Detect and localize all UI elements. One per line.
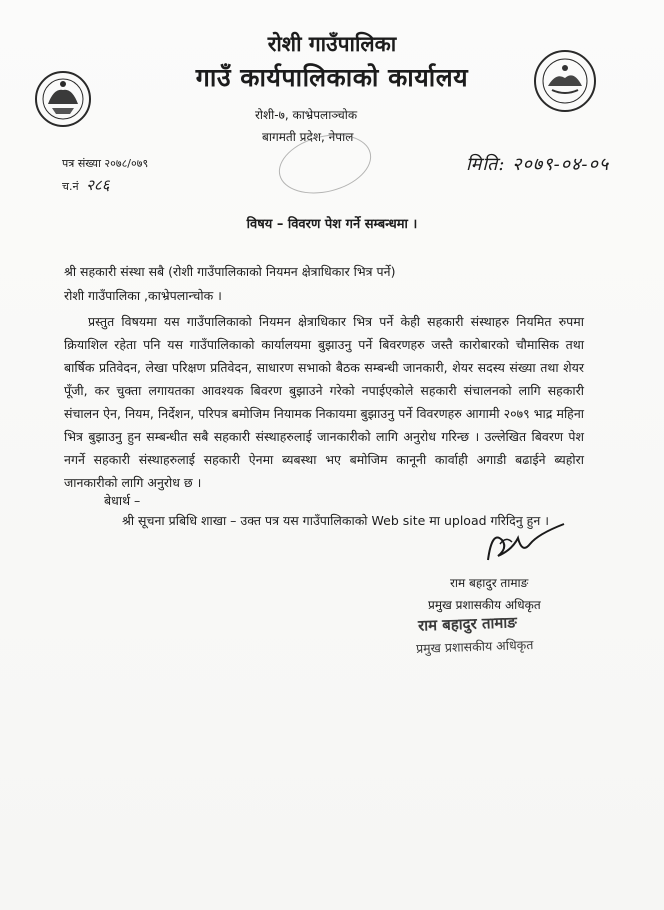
dispatch-label: च.नं [62,180,79,193]
letter-date [466,152,609,176]
letter-reference-number: पत्र संख्या २०७८/०७९ [62,157,149,170]
signatory-name: राम बहादुर तामाङ [450,576,529,590]
office-name: गाउँ कार्यपालिकाको कार्यालय [195,63,469,92]
cc-recipient: श्री सूचना प्रबिधि शाखा – उक्त पत्र यस गाउँपालिकाको Web site मा upload गरिदिनु हुन । [122,513,549,528]
signatory-title: प्रमुख प्रशासकीय अधिकृत [428,598,541,612]
dispatch-value: २८६ [86,176,110,194]
office-address: रोशी-७, काभ्रेपलाञ्चोक [255,108,358,122]
addressee-line-2: रोशी गाउँपालिका ,काभ्रेपलान्चोक । [64,288,222,303]
stamp-signatory-title: प्रमुख प्रशासकीय अधिकृत [415,636,534,657]
municipality-name: रोशी गाउँपालिका [267,32,397,56]
stamp-signatory-name: राम बहादुर तामाङ [417,613,518,635]
office-province: बागमती प्रदेश, नेपाल [262,130,354,144]
addressee-line-1: श्री सहकारी संस्था सबै (रोशी गाउँपालिकाको नियमन क्षेत्राधिकार भित्र पर्ने) [64,264,396,279]
dispatch-number [62,175,110,195]
date-value: २०७९-०४-०५ [512,154,610,175]
letter-body: प्रस्तुत विषयमा यस गाउँपालिकाको नियमन क्षेत्राधिकार भित्र पर्ने केही सहकारी संस्थाहरु नियमित रुपमा क्रियाशिल रहेता पनि यस गाउँपालिकाको कार्यालयमा बुझाउनु पर्ने बिवरणहरु जस्तै कारोबारको चौमासिक तथा बार्षिक प्रतिवेदन, लेखा परिक्षण प्रतिवेदन, साधारण सभाको बैठक सम्बन्धी जानकारी, शेयर सदस्य संख्या तथा शेयर पूँजी, कर चुक्ता लगायतका आवश्यक बिवरण बुझाउने गरेको नपाईएकोले सहकारी संचालनको लागि सहकारी संचालन ऐन, नियम, निर्देशन, परिपत्र बमोजिम नियामक निकायमा बुझाउनु पर्ने विवरणहरु आगामी २०७९ भाद्र महिना भित्र बुझाउनु हुन सम्बन्धीत सबै सहकारी संस्थाहरुलाई जानकारीको लागि अनुरोध गरिन्छ । उल्लेखित बिवरण पेश नगर्ने सहकारी संस्थाहरुलाई सहकारी ऐनमा ब्यबस्था भए बमोजिम कानूनी कार्वाही अगाडी बढाईने ब्यहोरा जानकारीको लागि अनुरोध छ । [64,314,584,490]
letter-subject: विषय – विवरण पेश गर्ने सम्बन्धमा । [246,217,418,232]
bodharth-label: बेधार्थ – [104,493,141,508]
date-label: मिति: [466,154,506,175]
handwritten-signature-icon [478,520,568,576]
